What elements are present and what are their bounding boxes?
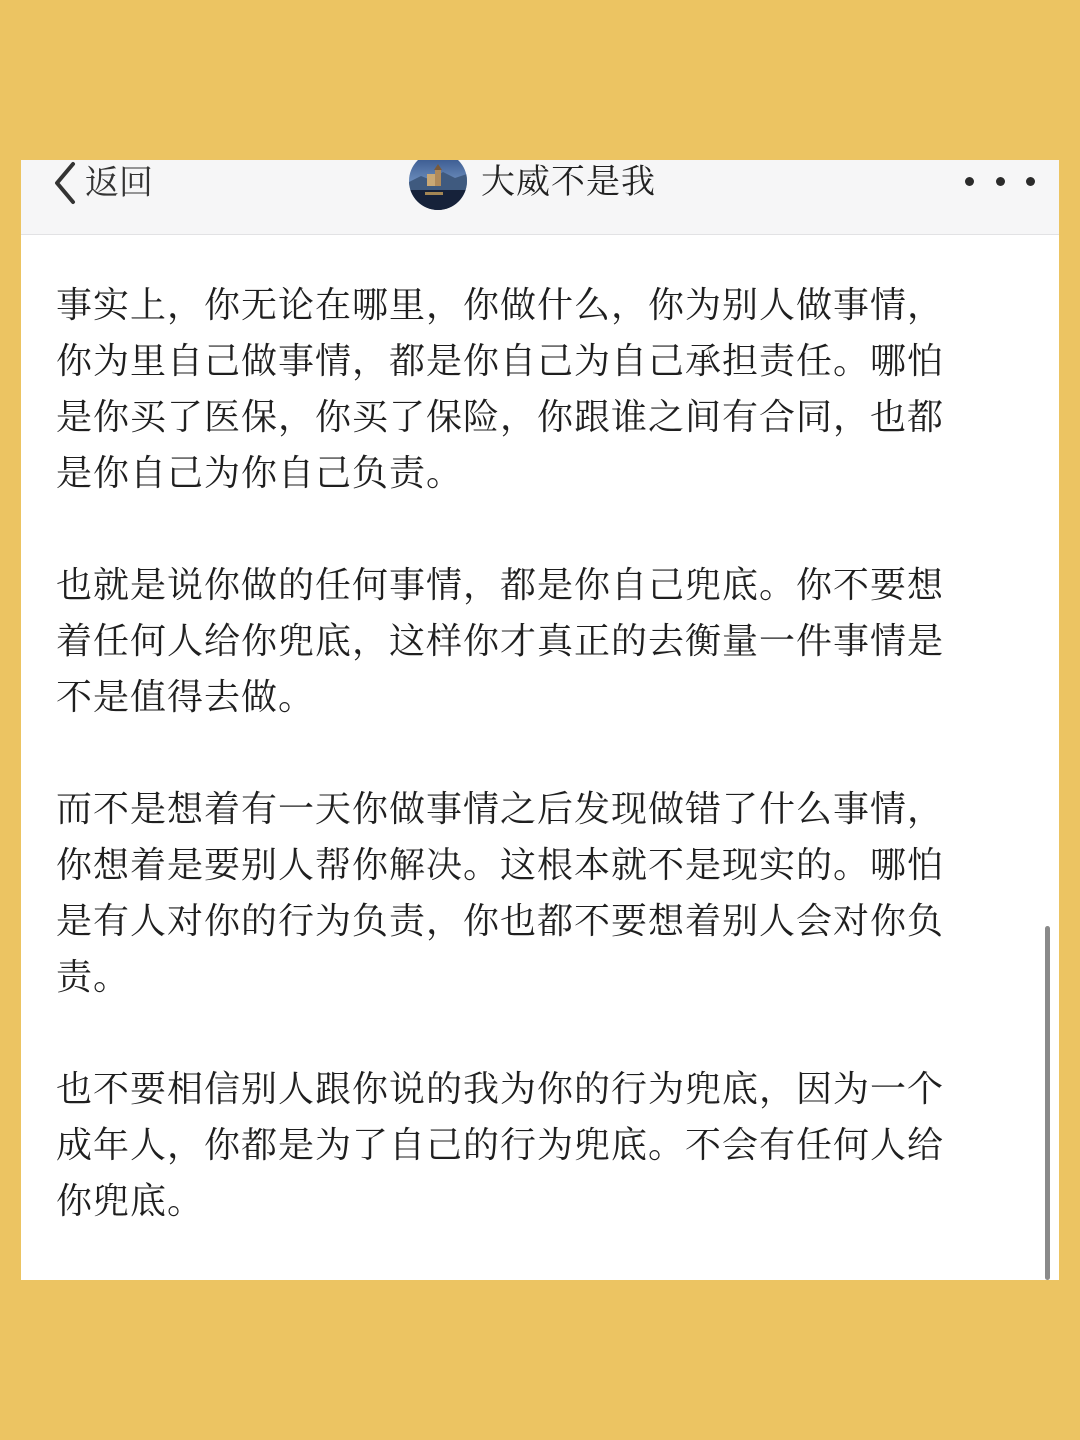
message-paragraph: 也就是说你做的任何事情，都是你自己兜底。你不要想 着任何人给你兜底，这样你才真正的去衡量一件事情是 不是值得去做。 (56, 565, 945, 718)
vertical-scrollbar[interactable] (1045, 926, 1050, 1280)
top-navigation-bar (21, 160, 1059, 235)
message-paragraph: 而不是想着有一天你做事情之后发现做错了什么事情， 你想着是要别人帮你解决。这根本就不是现实的。哪怕 是有人对你的行为负责，你也都不要想着别人会对你负 责。 (56, 789, 945, 998)
contact-name: 大威不是我 (481, 162, 656, 202)
more-horizontal-icon (996, 177, 1005, 186)
message-paragraph: 也不要相信别人跟你说的我为你的行为兜底，因为一个 成年人，你都是为了自己的行为兜底。不会有任何人给 你兜底。 (56, 1069, 945, 1222)
more-horizontal-icon (1026, 177, 1035, 186)
back-button[interactable] (47, 160, 153, 206)
chevron-left-icon (47, 160, 87, 206)
contact-header[interactable] (409, 160, 656, 210)
avatar[interactable] (409, 160, 467, 210)
more-options-button[interactable] (965, 170, 1035, 192)
back-label: 返回 (85, 163, 153, 203)
more-horizontal-icon (965, 177, 974, 186)
screenshot-card (21, 160, 1059, 1280)
message-body (56, 278, 1016, 1280)
message-paragraph: 事实上，你无论在哪里，你做什么，你为别人做事情， 你为里自己做事情，都是你自己为自己承担责任。哪怕 是你买了医保，你买了保险，你跟谁之间有合同，也都 是你自己为你自己负责。 (56, 285, 945, 494)
